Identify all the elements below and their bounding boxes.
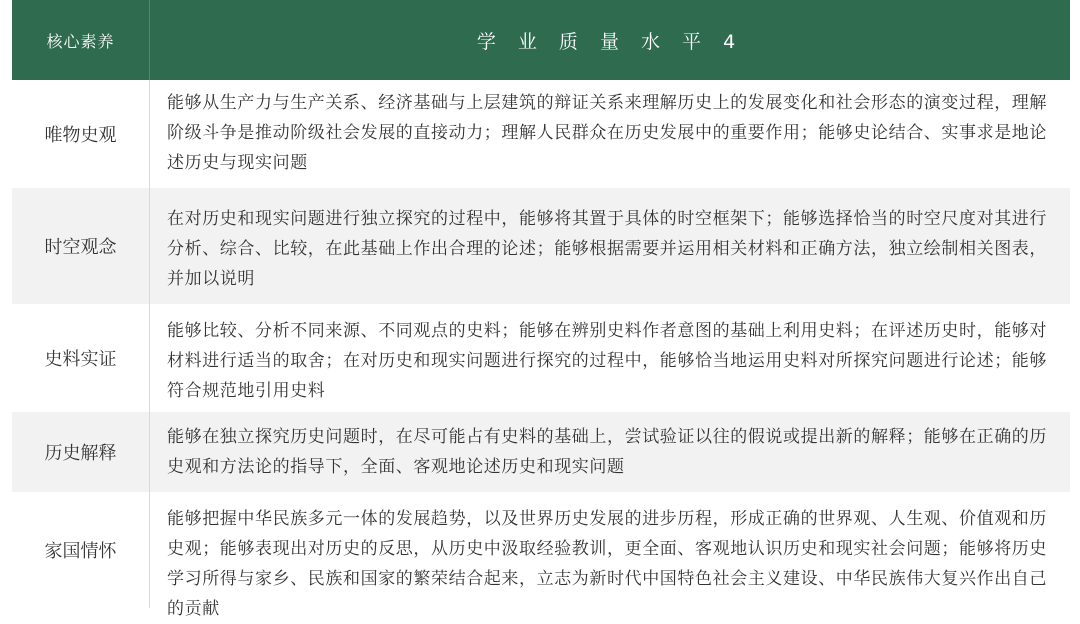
row-label: 唯物史观	[12, 80, 150, 188]
header-quality-level: 学 业 质 量 水 平 4	[476, 30, 744, 53]
row-label: 家国情怀	[12, 492, 150, 608]
row-label: 时空观念	[12, 188, 150, 304]
row-description: 能够把握中华民族多元一体的发展趋势，以及世界历史发展的进步历程，形成正确的世界观、人生观、价值观和历史观；能够表现出对历史的反思，从历史中汲取经验教训，更全面、客观地认识历史和现实社会问题；能够将历史学习所得与家乡、民族和国家的繁荣结合起来，立志为新时代中国特色社会主义建设、中华民族伟大复兴作出自己的贡献	[167, 509, 1047, 619]
row-label: 史料实证	[12, 304, 150, 412]
row-description: 能够在独立探究历史问题时，在尽可能占有史料的基础上，尝试验证以往的假说或提出新的解释；能够在正确的历史观和方法论的指导下，全面、客观地论述历史和现实问题	[167, 427, 1047, 477]
quality-table	[12, 0, 1070, 619]
row-label: 历史解释	[12, 412, 150, 492]
row-description: 在对历史和现实问题进行独立探究的过程中，能够将其置于具体的时空框架下；能够选择恰当的时空尺度对其进行分析、综合、比较，在此基础上作出合理的论述；能够根据需要并运用相关材料和正确方法，独立绘制相关图表，并加以说明	[167, 209, 1047, 289]
row-description: 能够从生产力与生产关系、经济基础与上层建筑的辩证关系来理解历史上的发展变化和社会形态的演变过程，理解阶级斗争是推动阶级社会发展的直接动力；理解人民群众在历史发展中的重要作用；能够史论结合、实事求是地论述历史与现实问题	[167, 93, 1047, 173]
table-row	[12, 304, 1070, 412]
table-row	[12, 188, 1070, 304]
table-row	[12, 412, 1070, 492]
table-row	[12, 80, 1070, 188]
table-row	[12, 492, 1070, 619]
table-header	[12, 0, 1070, 80]
row-description: 能够比较、分析不同来源、不同观点的史料；能够在辨别史料作者意图的基础上利用史料；在评述历史时，能够对材料进行适当的取舍；在对历史和现实问题进行探究的过程中，能够恰当地运用史料对所探究问题进行论述；能够符合规范地引用史料	[167, 321, 1047, 401]
header-core-literacy: 核心素养	[12, 0, 150, 80]
